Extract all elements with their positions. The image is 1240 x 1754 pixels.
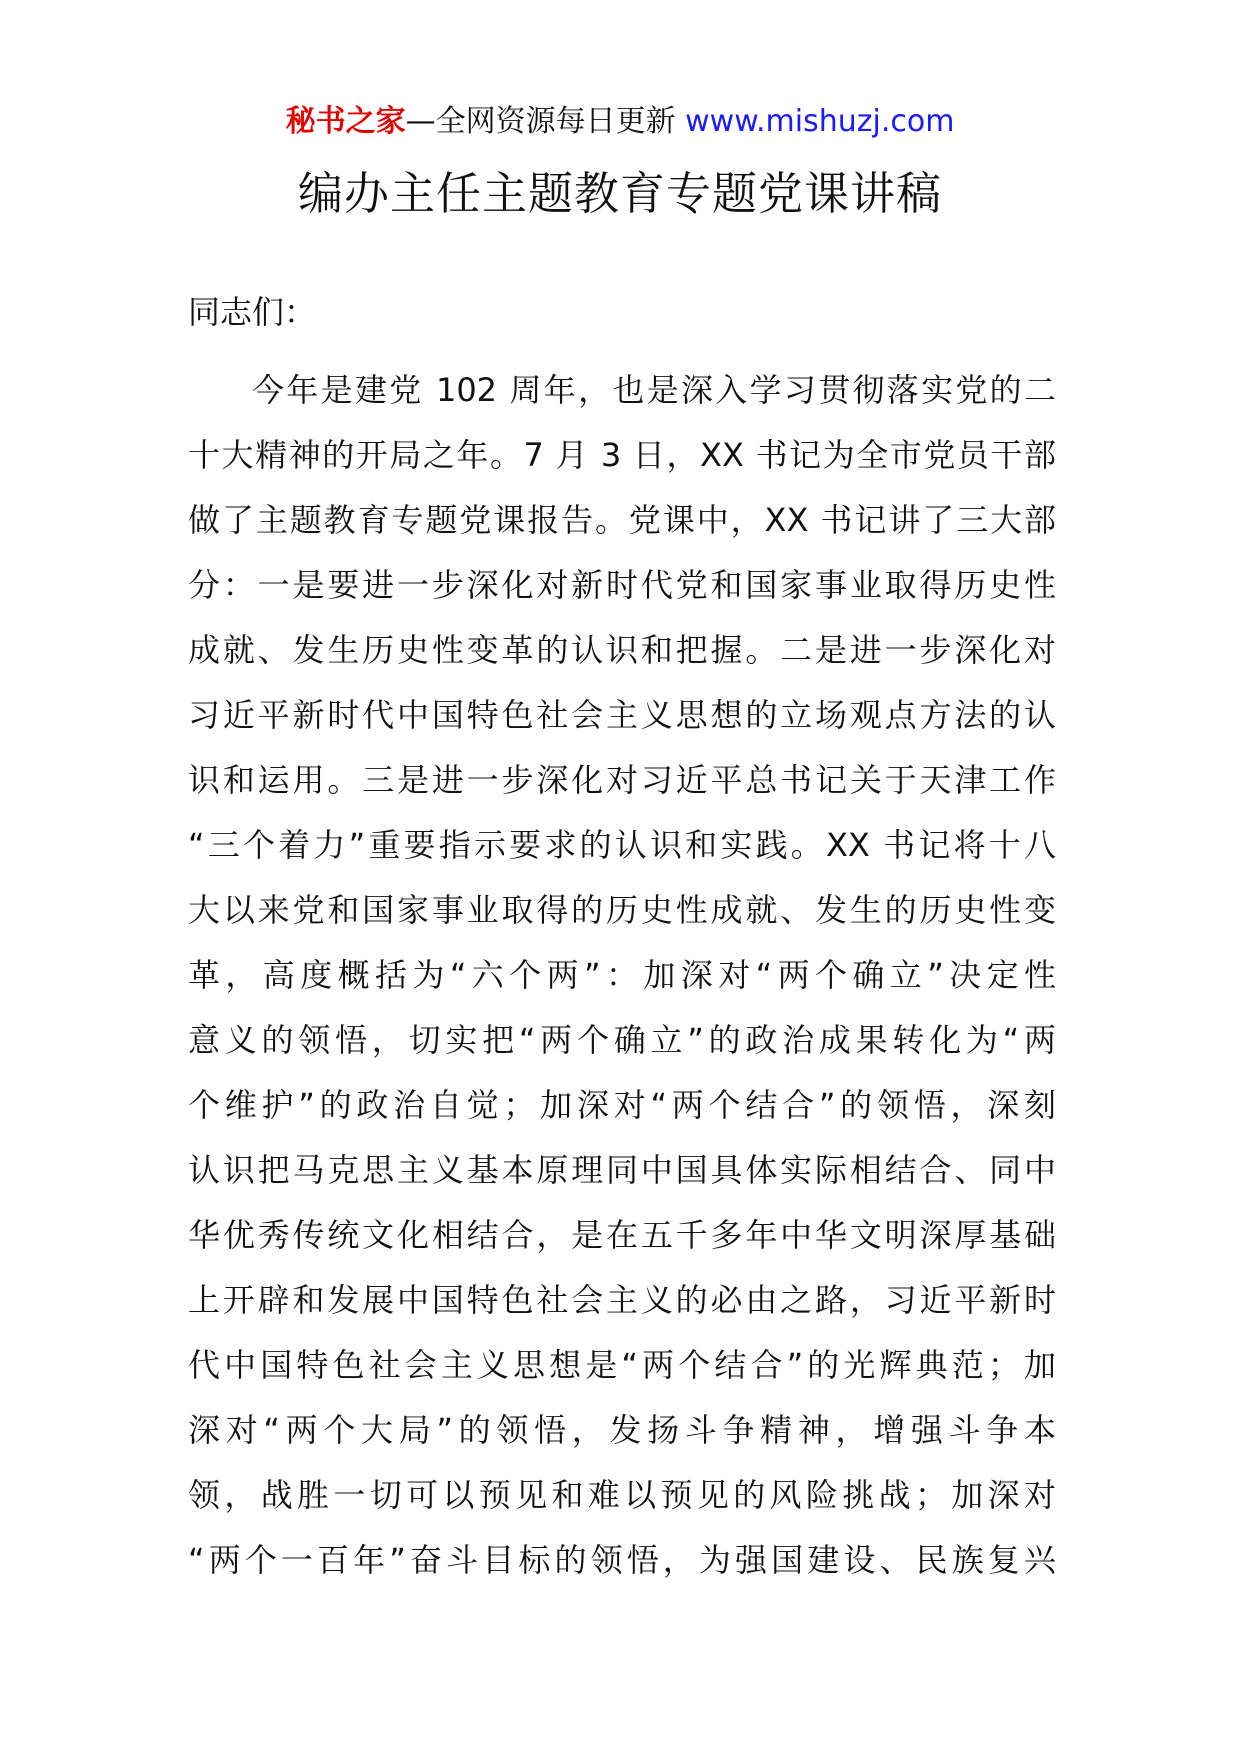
body-line: “三个着力”重要指示要求的认识和实践。XX 书记将十八 xyxy=(188,826,1056,864)
body-line: 大以来党和国家事业取得的历史性成就、发生的历史性变 xyxy=(188,891,1056,929)
body-line: 认识把马克思主义基本原理同中国具体实际相结合、同中 xyxy=(188,1151,1056,1189)
body-line: 成就、发生历史性变革的认识和把握。二是进一步深化对 xyxy=(188,631,1056,669)
site-header xyxy=(0,100,1240,144)
body-line: 深对“两个大局”的领悟，发扬斗争精神，增强斗争本 xyxy=(188,1411,1056,1449)
body-line: 个维护”的政治自觉；加深对“两个结合”的领悟，深刻 xyxy=(188,1086,1056,1124)
body-line: 意义的领悟，切实把“两个确立”的政治成果转化为“两 xyxy=(188,1021,1056,1059)
body-line: 习近平新时代中国特色社会主义思想的立场观点方法的认 xyxy=(188,696,1056,734)
body-line: 代中国特色社会主义思想是“两个结合”的光辉典范；加 xyxy=(188,1346,1056,1384)
site-brand: 秘书之家 xyxy=(285,104,406,139)
body-line: 十大精神的开局之年。7 月 3 日，XX 书记为全市党员干部 xyxy=(188,436,1056,474)
body-line: 华优秀传统文化相结合，是在五千多年中华文明深厚基础 xyxy=(188,1216,1056,1254)
body-line: 上开辟和发展中国特色社会主义的必由之路，习近平新时 xyxy=(188,1281,1056,1319)
body-line: 识和运用。三是进一步深化对习近平总书记关于天津工作 xyxy=(188,761,1056,799)
body-line: 分：一是要进一步深化对新时代党和国家事业取得历史性 xyxy=(188,566,1056,604)
body-line: 革，高度概括为“六个两”：加深对“两个确立”决定性 xyxy=(188,956,1056,994)
body-line: 做了主题教育专题党课报告。党课中，XX 书记讲了三大部 xyxy=(188,501,1056,539)
site-tagline: —全网资源每日更新 xyxy=(405,104,676,139)
body-line: 领，战胜一切可以预见和难以预见的风险挑战；加深对 xyxy=(188,1476,1056,1514)
salutation: 同志们： xyxy=(188,293,317,331)
document-title: 编办主任主题教育专题党课讲稿 xyxy=(297,167,942,220)
site-url-link[interactable]: www.mishuzj.com xyxy=(685,104,955,139)
body-line: 今年是建党 102 周年，也是深入学习贯彻落实党的二 xyxy=(252,371,1056,409)
body-line: “两个一百年”奋斗目标的领悟，为强国建设、民族复兴 xyxy=(188,1541,1056,1579)
body-paragraph xyxy=(188,358,1056,1593)
